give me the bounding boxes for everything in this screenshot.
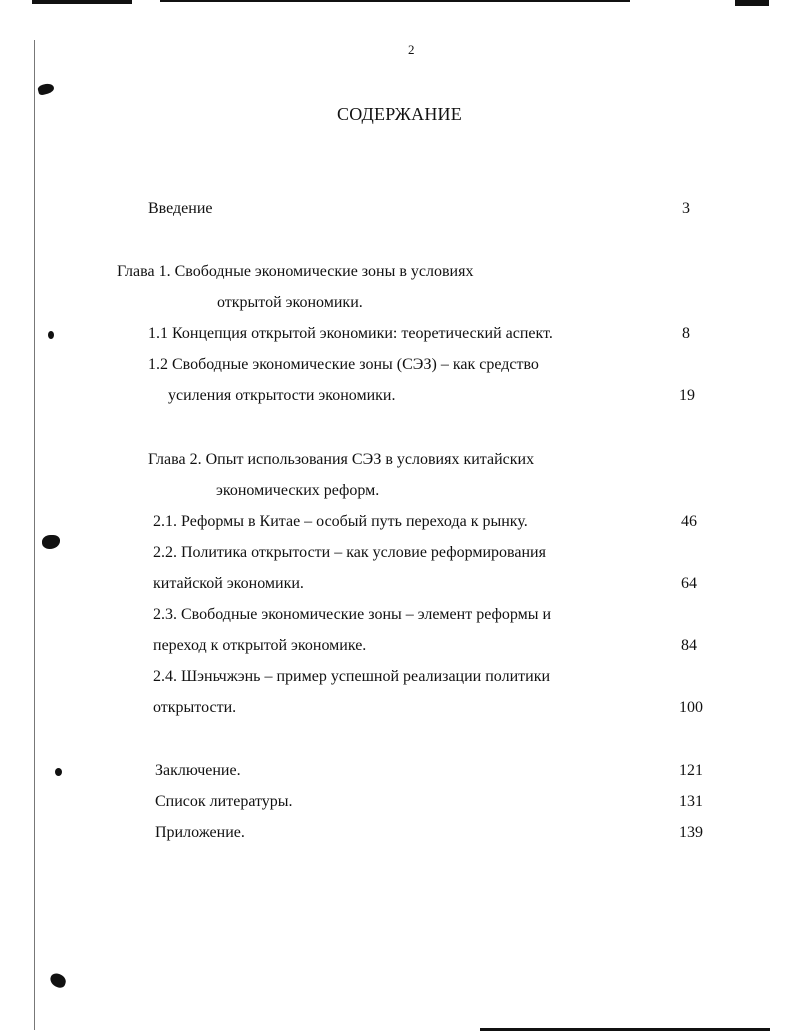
toc-conclusion-page: 121 <box>679 762 703 779</box>
toc-section-2-3-title-cont: переход к открытой экономике. <box>153 637 367 654</box>
toc-bibliography-page: 131 <box>679 793 703 810</box>
scan-top-border-mid <box>160 0 630 2</box>
ink-blot-3 <box>42 535 60 549</box>
scan-top-border-left <box>32 0 132 4</box>
toc-section-2-3-title: 2.3. Свободные экономические зоны – элемент реформы и <box>153 606 552 623</box>
toc-section-2-4-page: 100 <box>679 699 703 716</box>
ink-blot-1 <box>37 82 55 96</box>
toc-chapter1-title: Глава 1. Свободные экономические зоны в условиях <box>117 263 474 280</box>
toc-section-1-1-title: 1.1 Концепция открытой экономики: теоретический аспект. <box>148 325 553 342</box>
toc-section-1-2-title: 1.2 Свободные экономические зоны (СЭЗ) – как средство <box>148 356 539 373</box>
toc-chapter1-title-cont: открытой экономики. <box>217 294 363 311</box>
toc-appendix-page: 139 <box>679 824 703 841</box>
toc-chapter2-title: Глава 2. Опыт использования СЭЗ в условиях китайских <box>148 451 535 468</box>
toc-section-1-2-title-cont: усиления открытости экономики. <box>168 387 396 404</box>
page-number: 2 <box>408 42 415 57</box>
toc-conclusion-title: Заключение. <box>155 762 241 779</box>
toc-chapter2-title-cont: экономических реформ. <box>216 482 380 499</box>
toc-intro-page: 3 <box>682 200 690 217</box>
toc-section-1-1-page: 8 <box>682 325 690 342</box>
toc-appendix-title: Приложение. <box>155 824 245 841</box>
ink-blot-4 <box>55 768 62 776</box>
toc-intro-title: Введение <box>148 200 213 217</box>
toc-section-2-4-title: 2.4. Шэньчжэнь – пример успешной реализации политики <box>153 668 551 685</box>
toc-section-1-2-page: 19 <box>679 387 695 404</box>
scan-left-edge <box>34 40 35 1030</box>
toc-bibliography-title: Список литературы. <box>155 793 293 810</box>
toc-section-2-2-title-cont: китайской экономики. <box>153 575 304 592</box>
ink-blot-2 <box>48 331 54 339</box>
page-title: СОДЕРЖАНИЕ <box>337 104 462 124</box>
scan-top-border-right <box>735 0 769 6</box>
toc-section-2-2-page: 64 <box>681 575 697 592</box>
toc-section-2-4-title-cont: открытости. <box>153 699 237 716</box>
toc-section-2-1-title: 2.1. Реформы в Китае – особый путь перехода к рынку. <box>153 513 528 530</box>
toc-section-2-1-page: 46 <box>681 513 697 530</box>
toc-section-2-3-page: 84 <box>681 637 697 654</box>
ink-blot-5 <box>48 972 67 990</box>
toc-section-2-2-title: 2.2. Политика открытости – как условие реформирования <box>153 544 546 561</box>
scan-bottom-border <box>480 1028 770 1031</box>
